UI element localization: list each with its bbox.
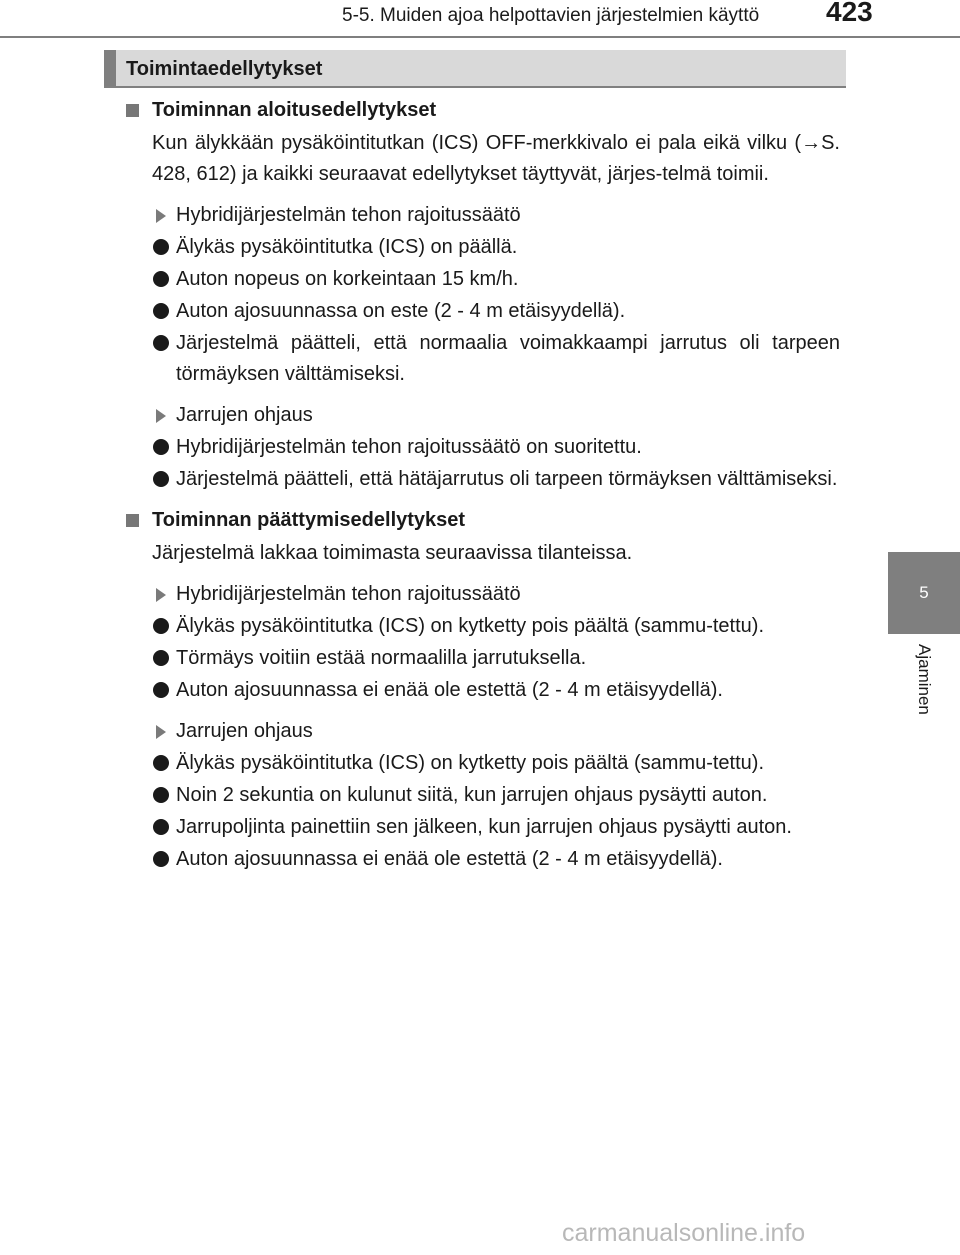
list-item [122,780,840,811]
start-conditions-heading [122,95,840,126]
header-rule [0,36,960,38]
list-item [122,643,840,674]
bullet-dot-icon [153,335,169,351]
section-heading [104,50,846,88]
list-item [122,296,840,327]
list-item-text: Älykäs pysäköintitutka (ICS) on kytketty pois päältä (sammu-tettu). [176,615,764,637]
end-conditions-heading-text: Toiminnan päättymisedellytykset [152,509,466,531]
start-hybrid-title [122,200,840,231]
bullet-dot-icon [153,819,169,835]
start-conditions-intro: Kun älykkään pysäköintitutkan (ICS) OFF-merkkivalo ei pala eikä vilku (→S. 428, 612) ja kaikki seuraavat edellytykset täyttyvät, järjes-telmä toimii. [152,132,840,185]
end-brake-title [122,716,840,747]
list-item-text: Älykäs pysäköintitutka (ICS) on päällä. [176,236,518,258]
end-hybrid-title [122,579,840,610]
square-bullet-icon [126,104,139,117]
end-conditions-intro: Järjestelmä lakkaa toimimasta seuraavissa tilanteissa. [152,542,633,564]
section-heading-bar [104,50,116,86]
running-header: 5-5. Muiden ajoa helpottavien järjestelmien käyttö [342,5,760,26]
list-item-text: Älykäs pysäköintitutka (ICS) on kytketty pois päältä (sammu-tettu). [176,752,764,774]
page-number: 423 [826,0,873,27]
bullet-dot-icon [153,303,169,319]
bullet-dot-icon [153,682,169,698]
main-content [122,91,840,875]
list-item [122,844,840,875]
list-item [122,464,840,495]
list-item-text: Auton nopeus on korkeintaan 15 km/h. [176,268,519,290]
chapter-label: Ajaminen [915,644,934,715]
triangle-bullet-icon [156,588,166,602]
chapter-label-area [888,634,960,744]
list-item [122,812,840,843]
bullet-dot-icon [153,271,169,287]
list-item-text: Järjestelmä päätteli, että normaalia voimakkaampi jarrutus oli tarpeen törmäyksen välttämiseksi. [176,332,840,385]
list-item-text: Auton ajosuunnassa ei enää ole estettä (2 - 4 m etäisyydellä). [176,679,723,701]
bullet-dot-icon [153,471,169,487]
list-item-text: Auton ajosuunnassa on este (2 - 4 m etäisyydellä). [176,300,626,322]
list-item [122,328,840,390]
watermark: carmanualsonline.info [562,1219,806,1247]
list-item-text: Järjestelmä päätteli, että hätäjarrutus oli tarpeen törmäyksen välttämiseksi. [176,468,838,490]
section-heading-label: Toimintaedellytykset [126,58,323,80]
list-item-text: Noin 2 sekuntia on kulunut siitä, kun jarrujen ohjaus pysäytti auton. [176,784,768,806]
start-brake-title [122,400,840,431]
triangle-bullet-icon [156,725,166,739]
list-item-text: Jarrupoljinta painettiin sen jälkeen, kun jarrujen ohjaus pysäytti auton. [176,816,792,838]
triangle-bullet-icon [156,209,166,223]
bullet-dot-icon [153,650,169,666]
list-item [122,748,840,779]
list-item [122,432,840,463]
bullet-dot-icon [153,851,169,867]
chapter-number: 5 [919,583,929,602]
list-item-text: Auton ajosuunnassa ei enää ole estettä (2 - 4 m etäisyydellä). [176,848,723,870]
bullet-dot-icon [153,755,169,771]
start-conditions-heading-text: Toiminnan aloitusedellytykset [152,99,437,121]
list-item [122,232,840,263]
start-brake-title-text: Jarrujen ohjaus [176,404,313,426]
bullet-dot-icon [153,618,169,634]
triangle-bullet-icon [156,409,166,423]
chapter-tab [888,552,960,634]
list-item [122,675,840,706]
square-bullet-icon [126,514,139,527]
bullet-dot-icon [153,239,169,255]
end-conditions-heading [122,505,840,536]
bullet-dot-icon [153,787,169,803]
start-hybrid-title-text: Hybridijärjestelmän tehon rajoitussäätö [176,204,521,226]
list-item-text: Hybridijärjestelmän tehon rajoitussäätö on suoritettu. [176,436,642,458]
bullet-dot-icon [153,439,169,455]
list-item [122,611,840,642]
list-item [122,264,840,295]
list-item-text: Törmäys voitiin estää normaalilla jarrutuksella. [176,647,587,669]
end-brake-title-text: Jarrujen ohjaus [176,720,313,742]
end-hybrid-title-text: Hybridijärjestelmän tehon rajoitussäätö [176,583,521,605]
